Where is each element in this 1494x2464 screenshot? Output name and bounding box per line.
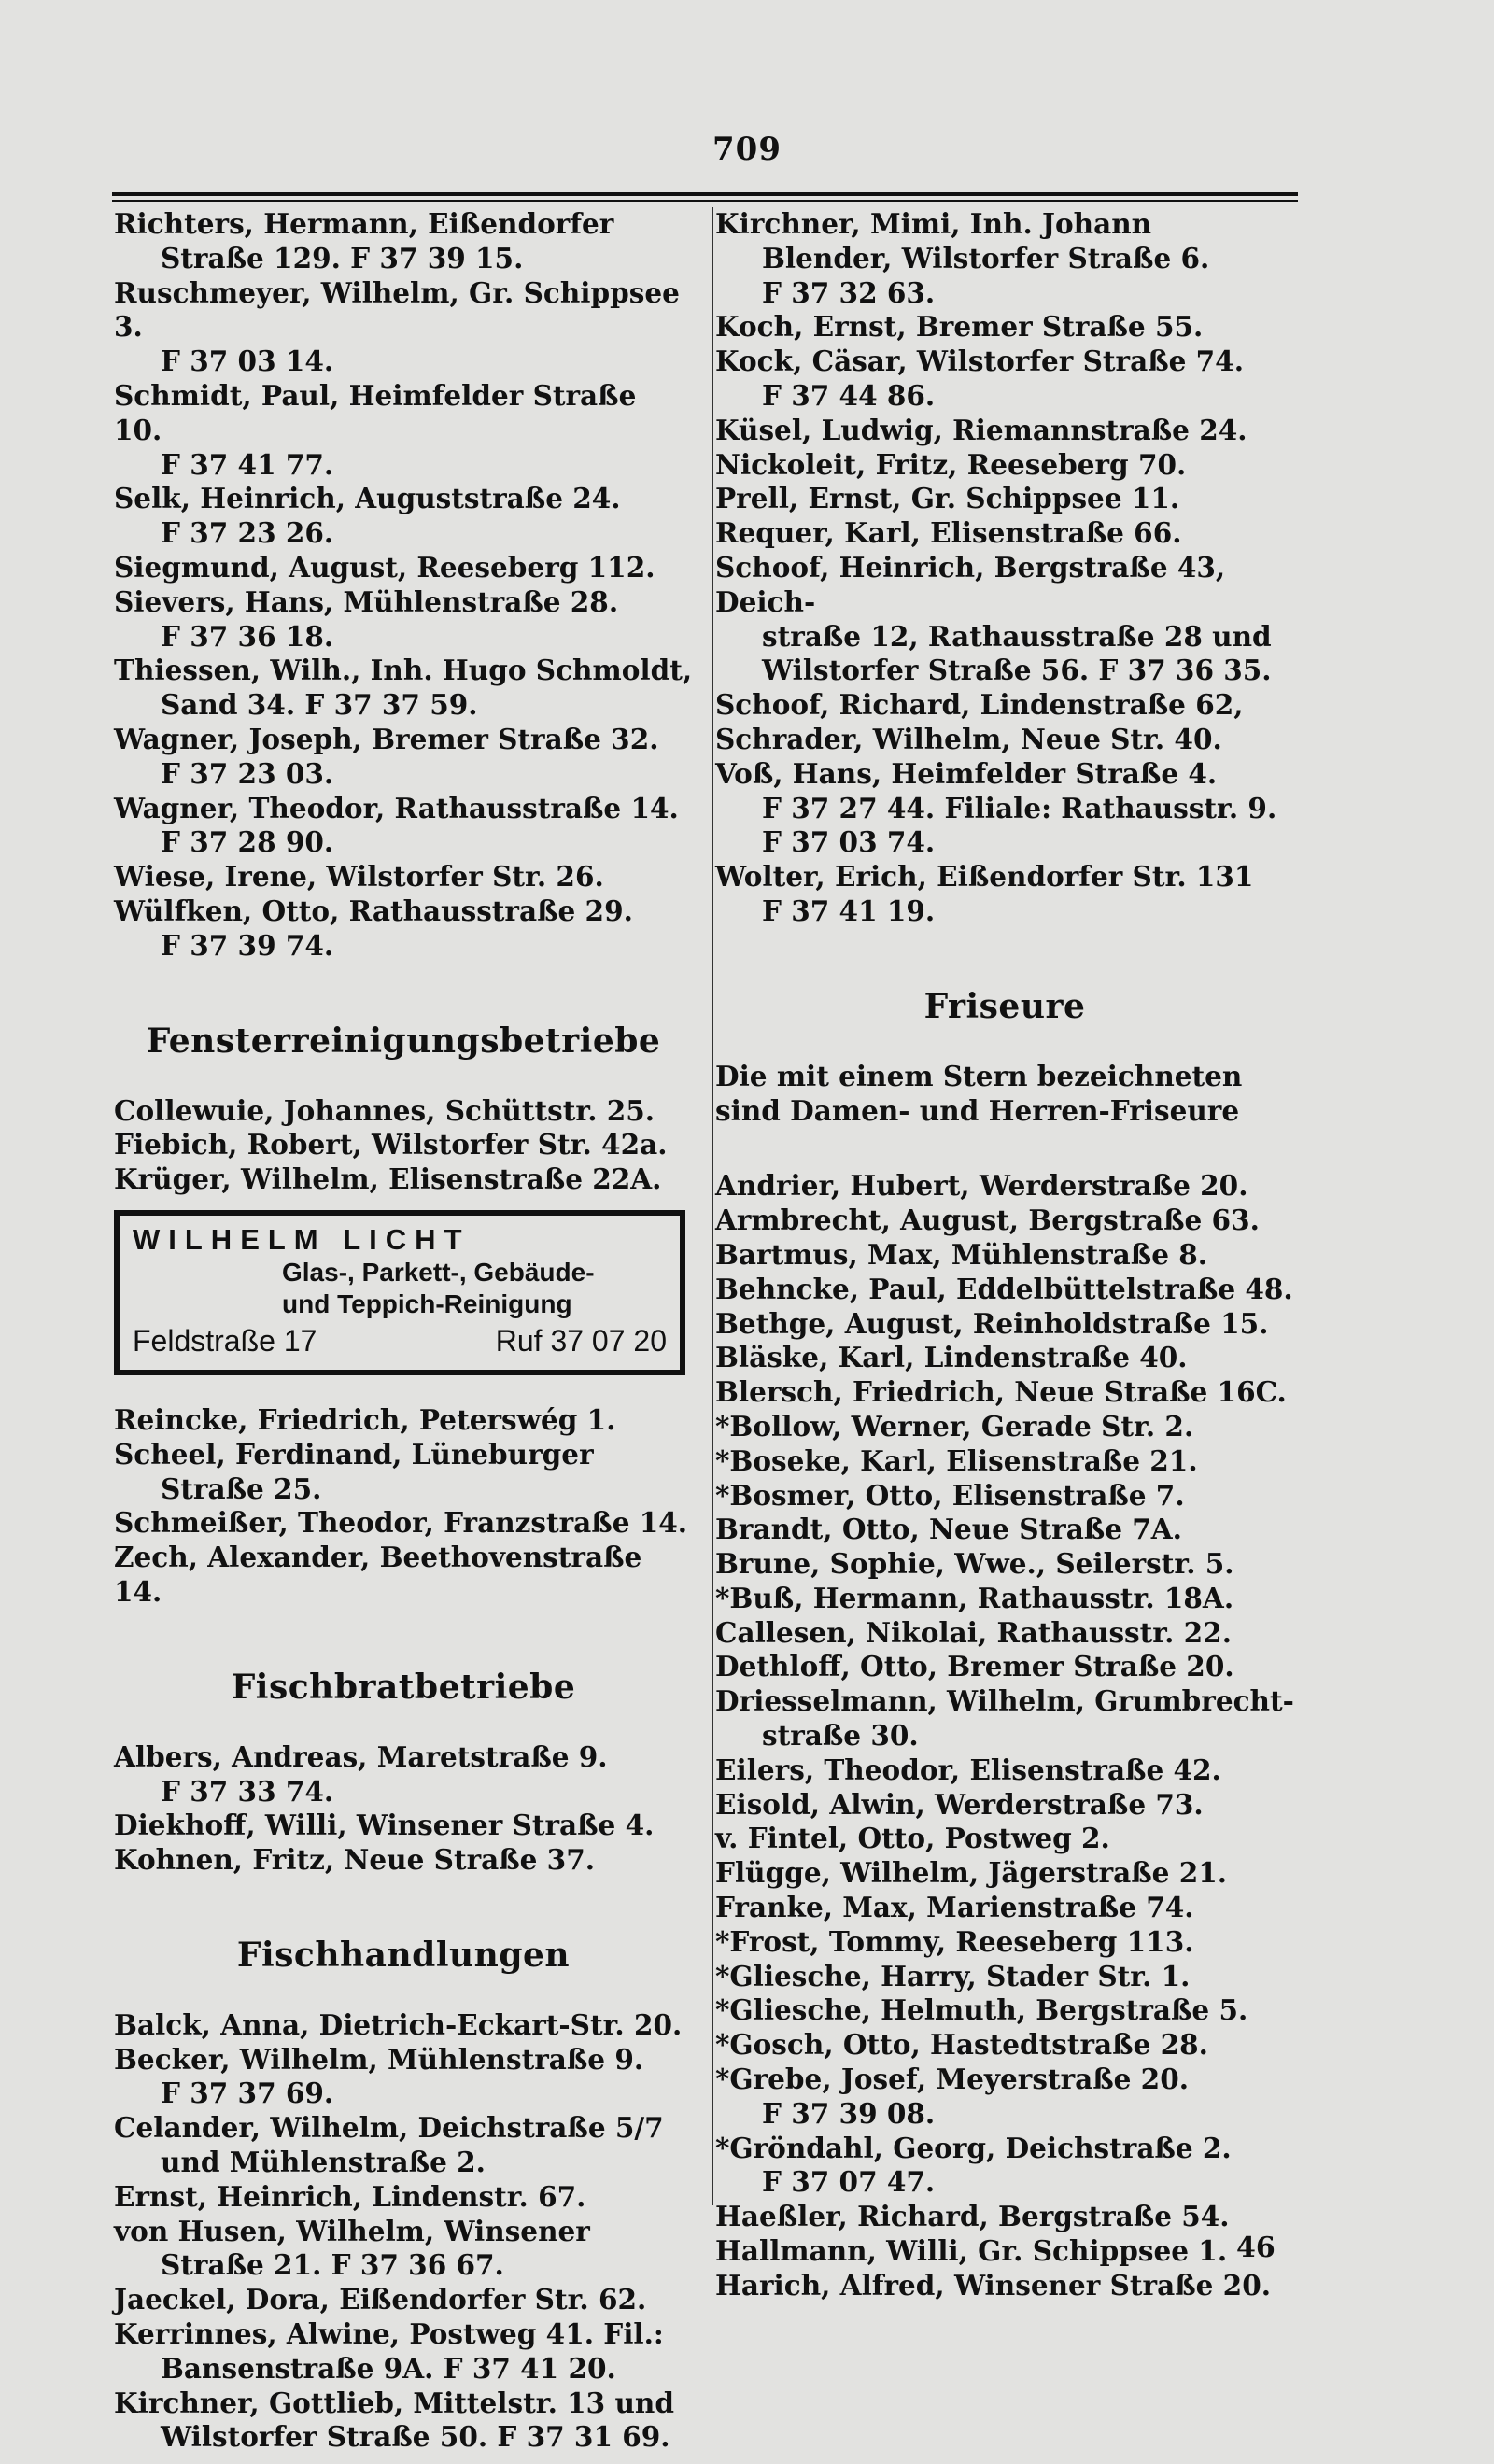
directory-entry — [114, 792, 693, 861]
friseure-list — [715, 1169, 1294, 2302]
entry-continuation: F 37 37 69. — [161, 2077, 334, 2110]
directory-entry — [715, 1856, 1294, 1891]
directory-entry — [715, 2132, 1294, 2201]
directory-entry — [715, 2028, 1294, 2063]
entry-continuation: F 37 28 90. — [161, 825, 334, 859]
entry-name: *Frost, Tommy, Reeseberg 113. — [715, 1924, 1194, 1958]
entry-continuation: F 37 03 74. — [762, 825, 936, 859]
column-divider — [712, 207, 713, 2205]
entry-name: *Gröndahl, Georg, Deichstraße 2. — [715, 2131, 1232, 2164]
entry-name: Kohnen, Fritz, Neue Straße 37. — [114, 1843, 595, 1877]
entry-continuation: F 37 41 19. — [762, 894, 936, 927]
entry-name: Fiebich, Robert, Wilstorfer Str. 42a. — [114, 1128, 668, 1162]
entry-continuation: F 37 36 18. — [161, 619, 334, 653]
directory-entry — [114, 2008, 693, 2043]
entry-name: Behncke, Paul, Eddelbüttelstraße 48. — [715, 1272, 1293, 1305]
entry-name: Schoof, Heinrich, Bergstraße 43, Deich- — [715, 550, 1226, 618]
entry-name: Dethloff, Otto, Bremer Straße 20. — [715, 1650, 1234, 1683]
directory-entry — [715, 516, 1294, 551]
fenster-list-after — [114, 1403, 693, 1610]
entry-name: Krüger, Wilhelm, Elisenstraße 22A. — [114, 1162, 662, 1196]
entry-name: Kirchner, Gottlieb, Mittelstr. 13 und — [114, 2386, 674, 2419]
directory-entry — [715, 1307, 1294, 1342]
entry-name: Küsel, Ludwig, Riemannstraße 24. — [715, 413, 1247, 446]
directory-entry — [114, 1843, 693, 1878]
entry-name: Wülfken, Otto, Rathausstraße 29. — [114, 894, 633, 927]
entry-name: Balck, Anna, Dietrich-Eckart-Str. 20. — [114, 2007, 683, 2041]
directory-entry — [114, 1403, 693, 1438]
entry-name: Franke, Max, Marienstraße 74. — [715, 1891, 1194, 1924]
directory-entry — [114, 723, 693, 792]
directory-entry — [715, 1925, 1294, 1960]
directory-entry — [715, 1650, 1294, 1684]
directory-entry — [114, 276, 693, 379]
fenster-list — [114, 1094, 693, 1197]
directory-entry — [715, 723, 1294, 757]
entry-name: *Buß, Hermann, Rathausstr. 18A. — [715, 1581, 1234, 1614]
entry-name: Celander, Wilhelm, Deichstraße 5/7 — [114, 2111, 664, 2145]
directory-entry — [114, 482, 693, 551]
directory-entry — [114, 654, 693, 723]
entry-name: Schrader, Wilhelm, Neue Str. 40. — [715, 722, 1222, 755]
entry-continuation: und Mühlenstraße 2. — [161, 2146, 486, 2179]
right-top-list — [715, 207, 1294, 929]
entry-name: Richters, Hermann, Eißendorfer — [114, 207, 614, 240]
entry-name: Driesselmann, Wilhelm, Grumbrecht- — [715, 1684, 1294, 1718]
directory-entry — [715, 345, 1294, 414]
entry-continuation: Sand 34. F 37 37 59. — [161, 688, 478, 722]
entry-name: Ernst, Heinrich, Lindenstr. 67. — [114, 2179, 586, 2213]
entry-continuation: Straße 25. — [161, 1471, 322, 1505]
directory-entry — [114, 2387, 693, 2456]
entry-name: *Grebe, Josef, Meyerstraße 20. — [715, 2063, 1190, 2096]
directory-entry — [715, 2200, 1294, 2234]
left-top-list — [114, 207, 693, 964]
entry-name: Wagner, Joseph, Bremer Straße 32. — [114, 722, 659, 755]
heading-fischhandlungen: Fischhandlungen — [236, 1935, 571, 1975]
directory-entry — [715, 1375, 1294, 1410]
entry-name: Thiessen, Wilh., Inh. Hugo Schmoldt, — [114, 654, 693, 687]
entry-continuation: F 37 32 63. — [762, 275, 936, 309]
entry-continuation: Straße 21. F 37 36 67. — [161, 2248, 504, 2282]
directory-entry — [715, 1204, 1294, 1238]
entry-continuation: F 37 39 08. — [762, 2096, 936, 2130]
entry-name: Callesen, Nikolai, Rathausstr. 22. — [715, 1615, 1232, 1649]
entry-name: *Gliesche, Harry, Stader Str. 1. — [715, 1959, 1191, 1992]
entry-continuation: F 37 41 77. — [161, 447, 334, 481]
page-number: 709 — [712, 131, 782, 168]
directory-entry — [715, 414, 1294, 448]
ad-line-1: Glas-, Parkett-, Gebäude- — [282, 1257, 595, 1287]
entry-continuation: F 37 33 74. — [161, 1774, 334, 1808]
directory-entry — [715, 1273, 1294, 1307]
directory-entry — [114, 1506, 693, 1541]
entry-name: von Husen, Wilhelm, Winsener — [114, 2214, 590, 2247]
entry-name: Blersch, Friedrich, Neue Straße 16C. — [715, 1375, 1287, 1409]
friseure-note: Die mit einem Stern bezeichneten sind Damen- und Herren-Friseure — [715, 1059, 1243, 1127]
entry-continuation: Wilstorfer Straße 56. F 37 36 35. — [762, 654, 1272, 687]
directory-entry — [114, 2215, 693, 2284]
entry-name: Eilers, Theodor, Elisenstraße 42. — [715, 1753, 1221, 1786]
directory-entry — [114, 1094, 693, 1129]
heading-fensterreinigung: Fensterreinigungsbetriebe — [146, 1021, 661, 1061]
entry-name: Sievers, Hans, Mühlenstraße 28. — [114, 584, 619, 618]
entry-name: Eisold, Alwin, Werderstraße 73. — [715, 1787, 1204, 1821]
entry-name: Brandt, Otto, Neue Straße 7A. — [715, 1513, 1182, 1546]
entry-continuation: F 37 39 74. — [161, 928, 334, 962]
entry-name: v. Fintel, Otto, Postweg 2. — [715, 1822, 1110, 1855]
directory-entry — [715, 1582, 1294, 1616]
entry-name: Flügge, Wilhelm, Jägerstraße 21. — [715, 1856, 1228, 1890]
entry-name: Schmidt, Paul, Heimfelder Straße 10. — [114, 378, 637, 446]
entry-name: Jaeckel, Dora, Eißendorfer Str. 62. — [114, 2283, 647, 2316]
entry-name: Wagner, Theodor, Rathausstraße 14. — [114, 791, 679, 824]
entry-continuation: F 37 23 03. — [161, 756, 334, 790]
entry-name: Andrier, Hubert, Werderstraße 20. — [715, 1169, 1248, 1203]
entry-continuation: F 37 03 14. — [161, 345, 334, 378]
ad-line-2: und Teppich-Reinigung — [282, 1288, 572, 1318]
entry-name: Bartmus, Max, Mühlenstraße 8. — [715, 1237, 1208, 1271]
entry-name: *Bollow, Werner, Gerade Str. 2. — [715, 1409, 1194, 1443]
directory-entry — [715, 551, 1294, 688]
entry-name: Schmeißer, Theodor, Franzstraße 14. — [114, 1506, 688, 1540]
directory-entry — [715, 310, 1294, 345]
entry-name: *Gosch, Otto, Hastedtstraße 28. — [715, 2028, 1208, 2062]
entry-name: Wolter, Erich, Eißendorfer Str. 131 — [715, 860, 1254, 894]
directory-entry — [715, 860, 1294, 929]
directory-entry — [715, 448, 1294, 483]
fisch-list — [114, 2008, 693, 2455]
entry-name: Prell, Ernst, Gr. Schippsee 11. — [715, 482, 1180, 515]
directory-entry — [114, 1162, 693, 1197]
ad-title: WILHELM LICHT — [133, 1222, 471, 1256]
entry-name: Wiese, Irene, Wilstorfer Str. 26. — [114, 860, 604, 894]
directory-entry — [715, 1547, 1294, 1582]
directory-entry — [715, 1684, 1294, 1753]
entry-continuation: F 37 44 86. — [762, 378, 936, 412]
entry-name: Selk, Heinrich, Auguststraße 24. — [114, 482, 621, 515]
directory-entry — [114, 2111, 693, 2180]
fischbrat-list — [114, 1740, 693, 1878]
directory-entry — [715, 757, 1294, 860]
directory-entry — [715, 688, 1294, 723]
directory-entry — [114, 1740, 693, 1809]
directory-entry — [715, 1753, 1294, 1788]
directory-entry — [715, 207, 1294, 310]
directory-entry — [114, 585, 693, 655]
entry-name: Harich, Alfred, Winsener Straße 20. — [715, 2268, 1271, 2302]
directory-entry — [114, 894, 693, 964]
entry-continuation: Bansenstraße 9A. F 37 41 20. — [161, 2351, 616, 2385]
directory-entry — [715, 2269, 1294, 2303]
entry-continuation: straße 12, Rathausstraße 28 und — [762, 619, 1272, 653]
entry-name: Hallmann, Willi, Gr. Schippsee 1. — [715, 2234, 1228, 2268]
entry-name: Albers, Andreas, Maretstraße 9. — [114, 1739, 608, 1773]
entry-name: Voß, Hans, Heimfelder Straße 4. — [715, 756, 1218, 790]
entry-name: *Bosmer, Otto, Elisenstraße 7. — [715, 1478, 1185, 1512]
directory-entry — [715, 1960, 1294, 1994]
entry-name: Ruschmeyer, Wilhelm, Gr. Schippsee 3. — [114, 275, 680, 344]
directory-entry — [114, 207, 693, 276]
directory-entry — [114, 551, 693, 585]
directory-entry — [715, 1513, 1294, 1547]
entry-name: Koch, Ernst, Bremer Straße 55. — [715, 310, 1204, 344]
entry-continuation: Blender, Wilstorfer Straße 6. — [762, 241, 1210, 275]
directory-entry — [715, 1444, 1294, 1479]
directory-entry — [114, 1438, 693, 1507]
entry-name: Becker, Wilhelm, Mühlenstraße 9. — [114, 2042, 644, 2076]
directory-entry — [715, 1341, 1294, 1375]
directory-entry — [715, 1822, 1294, 1856]
entry-name: Nickoleit, Fritz, Reeseberg 70. — [715, 447, 1187, 481]
entry-continuation: Straße 129. F 37 39 15. — [161, 241, 524, 275]
entry-name: Schoof, Richard, Lindenstraße 62, — [715, 688, 1244, 722]
entry-name: Kock, Cäsar, Wilstorfer Straße 74. — [715, 345, 1244, 378]
right-column — [715, 207, 1294, 2303]
header-rule-thin — [112, 200, 1298, 202]
entry-continuation: Wilstorfer Straße 50. F 37 31 69. — [161, 2420, 670, 2454]
directory-entry — [114, 1128, 693, 1162]
directory-entry — [114, 2283, 693, 2317]
directory-entry — [715, 1238, 1294, 1273]
heading-fischbrat: Fischbratbetriebe — [231, 1667, 576, 1707]
directory-entry — [715, 2063, 1294, 2132]
directory-entry — [715, 482, 1294, 516]
directory-entry — [715, 1479, 1294, 1514]
left-column — [114, 207, 693, 2455]
ad-phone: Ruf 37 07 20 — [495, 1323, 667, 1358]
directory-entry — [114, 1541, 693, 1610]
entry-name: Reincke, Friedrich, Peterswég 1. — [114, 1402, 616, 1436]
entry-name: Bethge, August, Reinholdstraße 15. — [715, 1306, 1269, 1340]
entry-name: Armbrecht, August, Bergstraße 63. — [715, 1204, 1260, 1237]
directory-entry — [114, 2317, 693, 2387]
entry-name: Diekhoff, Willi, Winsener Straße 4. — [114, 1809, 655, 1842]
entry-continuation: straße 30. — [762, 1719, 919, 1753]
entry-name: Scheel, Ferdinand, Lüneburger — [114, 1437, 594, 1471]
directory-entry — [715, 1616, 1294, 1651]
directory-entry — [715, 1788, 1294, 1823]
entry-name: Kirchner, Mimi, Inh. Johann — [715, 207, 1152, 240]
directory-entry — [114, 2043, 693, 2112]
entry-name: Bläske, Karl, Lindenstraße 40. — [715, 1341, 1188, 1374]
directory-entry — [715, 1410, 1294, 1444]
directory-entry — [715, 1891, 1294, 1925]
directory-entry — [114, 2180, 693, 2215]
entry-name: *Gliesche, Helmuth, Bergstraße 5. — [715, 1993, 1248, 2027]
entry-name: Haeßler, Richard, Bergstraße 54. — [715, 2200, 1230, 2233]
directory-entry — [114, 379, 693, 482]
entry-name: *Boseke, Karl, Elisenstraße 21. — [715, 1443, 1198, 1477]
ad-address: Feldstraße 17 — [133, 1323, 317, 1358]
entry-continuation: F 37 23 26. — [161, 516, 334, 550]
entry-name: Brune, Sophie, Wwe., Seilerstr. 5. — [715, 1547, 1234, 1581]
entry-continuation: F 37 07 47. — [762, 2165, 936, 2199]
entry-name: Siegmund, August, Reeseberg 112. — [114, 550, 655, 584]
footer-number: 46 — [1236, 2232, 1276, 2264]
directory-entry — [715, 1169, 1294, 1204]
entry-name: Kerrinnes, Alwine, Postweg 41. Fil.: — [114, 2317, 664, 2351]
directory-entry — [114, 860, 693, 894]
advertisement-box — [114, 1210, 685, 1375]
ad-contact — [133, 1324, 667, 1359]
heading-friseure: Friseure — [923, 986, 1086, 1026]
directory-entry — [715, 2234, 1294, 2269]
entry-name: Requer, Karl, Elisenstraße 66. — [715, 516, 1182, 550]
entry-name: Zech, Alexander, Beethovenstraße 14. — [114, 1541, 642, 1608]
directory-entry — [715, 1993, 1294, 2028]
entry-continuation: F 37 27 44. Filiale: Rathausstr. 9. — [762, 791, 1277, 824]
header-rule — [112, 192, 1298, 196]
directory-entry — [114, 1809, 693, 1843]
entry-name: Collewuie, Johannes, Schüttstr. 25. — [114, 1093, 655, 1127]
